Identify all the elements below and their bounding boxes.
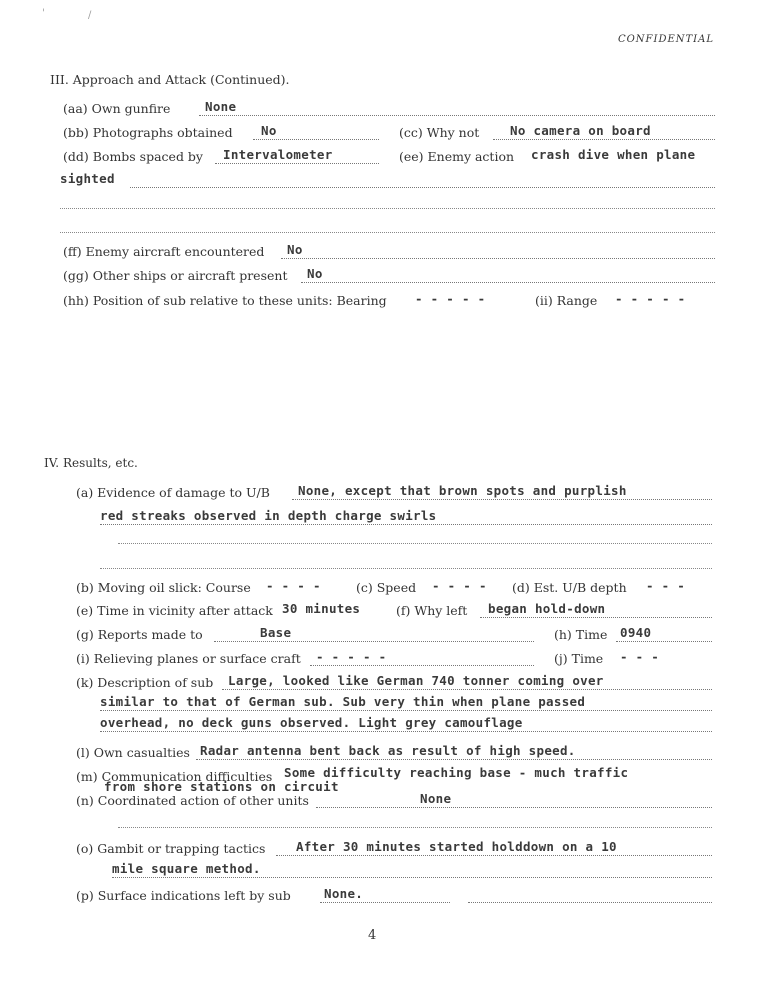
field-k-line bbox=[222, 689, 712, 690]
field-ee-value: crash dive when plane bbox=[531, 147, 696, 162]
field-bb-value: No bbox=[261, 123, 277, 138]
field-a-continued bbox=[100, 510, 712, 528]
field-p-label: (p) Surface indications left by sub bbox=[76, 888, 291, 903]
field-h-line bbox=[616, 641, 712, 642]
field-aa-value: None bbox=[205, 99, 237, 114]
field-dd-value: Intervalometer bbox=[223, 147, 333, 162]
field-m-value-cont: from shore stations on circuit bbox=[104, 779, 339, 794]
field-dd bbox=[63, 149, 728, 167]
field-d-value: - - - bbox=[646, 578, 686, 593]
field-ee-value-cont: sighted bbox=[60, 171, 115, 186]
field-k-continued-2 bbox=[100, 717, 712, 735]
field-i-value: - - - - - bbox=[316, 649, 387, 664]
section-4-title: IV. Results, etc. bbox=[44, 456, 138, 470]
field-g bbox=[76, 627, 712, 645]
field-ii-value: - - - - - bbox=[615, 291, 686, 306]
field-a-value: None, except that brown spots and purplish bbox=[298, 483, 627, 498]
field-a bbox=[76, 485, 712, 503]
blank-line bbox=[118, 827, 712, 828]
field-k-line bbox=[100, 731, 712, 732]
field-ff-line bbox=[281, 258, 715, 259]
field-aa-line bbox=[199, 115, 715, 116]
field-k-value: Large, looked like German 740 tonner coming over bbox=[228, 673, 604, 688]
field-j-label: (j) Time bbox=[554, 651, 604, 666]
field-aa bbox=[63, 101, 715, 119]
field-o-line bbox=[112, 877, 712, 878]
field-cc-line bbox=[493, 139, 715, 140]
field-ff-value: No bbox=[287, 242, 303, 257]
field-n-label: (n) Coordinated action of other units bbox=[76, 793, 309, 808]
field-a-line bbox=[292, 499, 712, 500]
field-a-line bbox=[100, 524, 712, 525]
blank-line bbox=[60, 208, 715, 209]
field-dd-label: (dd) Bombs spaced by bbox=[63, 149, 203, 164]
field-b bbox=[76, 580, 712, 598]
field-k-line bbox=[100, 710, 712, 711]
field-ee-continued bbox=[60, 173, 715, 191]
field-j-value: - - - bbox=[620, 649, 660, 664]
field-ee-line bbox=[130, 187, 715, 188]
field-ff-label: (ff) Enemy aircraft encountered bbox=[63, 244, 265, 259]
field-aa-label: (aa) Own gunfire bbox=[63, 101, 171, 116]
field-hh-label: (hh) Position of sub relative to these units: Bearing bbox=[63, 293, 387, 308]
field-c-label: (c) Speed bbox=[356, 580, 417, 595]
field-o-line bbox=[276, 855, 712, 856]
field-e bbox=[76, 603, 712, 621]
field-f-line bbox=[480, 617, 712, 618]
field-ee-label: (ee) Enemy action bbox=[399, 149, 515, 164]
field-k-label: (k) Description of sub bbox=[76, 675, 214, 690]
field-cc-label: (cc) Why not bbox=[399, 125, 480, 140]
field-a-value-cont: red streaks observed in depth charge swirls bbox=[100, 508, 437, 523]
field-gg-label: (gg) Other ships or aircraft present bbox=[63, 268, 288, 283]
field-o-value: After 30 minutes started holddown on a 10 bbox=[296, 839, 617, 854]
field-k-continued-1 bbox=[100, 696, 712, 714]
classification-header: CONFIDENTIAL bbox=[617, 34, 714, 45]
field-h-label: (h) Time bbox=[554, 627, 608, 642]
field-hh-value: - - - - - bbox=[415, 291, 486, 306]
field-b-value: - - - - bbox=[266, 578, 321, 593]
field-e-value: 30 minutes bbox=[282, 601, 361, 616]
field-bb-label: (bb) Photographs obtained bbox=[63, 125, 233, 140]
field-l-line bbox=[196, 759, 712, 760]
field-gg bbox=[63, 268, 715, 286]
field-g-line bbox=[214, 641, 534, 642]
field-p-line bbox=[468, 902, 712, 903]
page-number: 4 bbox=[368, 928, 377, 943]
field-gg-value: No bbox=[307, 266, 323, 281]
field-dd-line bbox=[215, 163, 379, 164]
field-o bbox=[76, 841, 712, 859]
field-g-value: Base bbox=[260, 625, 292, 640]
blank-line bbox=[60, 232, 715, 233]
section-3-title: III. Approach and Attack (Continued). bbox=[50, 72, 290, 87]
field-i bbox=[76, 651, 712, 669]
field-p bbox=[76, 888, 712, 906]
field-f-label: (f) Why left bbox=[396, 603, 468, 618]
field-gg-line bbox=[301, 282, 715, 283]
field-l-value: Radar antenna bent back as result of high speed. bbox=[200, 743, 576, 758]
field-o-label: (o) Gambit or trapping tactics bbox=[76, 841, 266, 856]
field-n bbox=[76, 793, 712, 811]
field-ff bbox=[63, 244, 715, 262]
field-k bbox=[76, 675, 712, 693]
field-p-line bbox=[320, 902, 450, 903]
field-e-label: (e) Time in vicinity after attack bbox=[76, 603, 273, 618]
scan-mark: / bbox=[88, 10, 92, 21]
scan-mark: ' bbox=[42, 8, 45, 19]
field-ii-label: (ii) Range bbox=[535, 293, 598, 308]
field-o-continued bbox=[112, 863, 712, 881]
field-k-value-cont-1: similar to that of German sub. Sub very thin when plane passed bbox=[100, 694, 586, 709]
field-h-value: 0940 bbox=[620, 625, 652, 640]
field-l-label: (l) Own casualties bbox=[76, 745, 190, 760]
field-hh bbox=[63, 293, 715, 311]
field-k-value-cont-2: overhead, no deck guns observed. Light grey camouflage bbox=[100, 715, 523, 730]
field-f-value: began hold-down bbox=[488, 601, 606, 616]
field-p-value: None. bbox=[324, 886, 364, 901]
field-c-value: - - - - bbox=[432, 578, 487, 593]
field-cc-value: No camera on board bbox=[510, 123, 651, 138]
blank-line bbox=[118, 543, 712, 544]
field-n-line bbox=[316, 807, 712, 808]
field-o-value-cont: mile square method. bbox=[112, 861, 261, 876]
field-a-label: (a) Evidence of damage to U/B bbox=[76, 485, 270, 500]
field-bb bbox=[63, 125, 715, 143]
field-m-label: (m) Communication difficulties bbox=[76, 769, 273, 784]
field-bb-line bbox=[253, 139, 379, 140]
field-i-line bbox=[310, 665, 534, 666]
field-m-value: Some difficulty reaching base - much traffic bbox=[284, 765, 629, 780]
field-i-label: (i) Relieving planes or surface craft bbox=[76, 651, 301, 666]
field-b-label: (b) Moving oil slick: Course bbox=[76, 580, 251, 595]
field-l bbox=[76, 745, 712, 763]
field-d-label: (d) Est. U/B depth bbox=[512, 580, 627, 595]
blank-line bbox=[100, 568, 712, 569]
field-n-value: None bbox=[420, 791, 452, 806]
field-g-label: (g) Reports made to bbox=[76, 627, 203, 642]
